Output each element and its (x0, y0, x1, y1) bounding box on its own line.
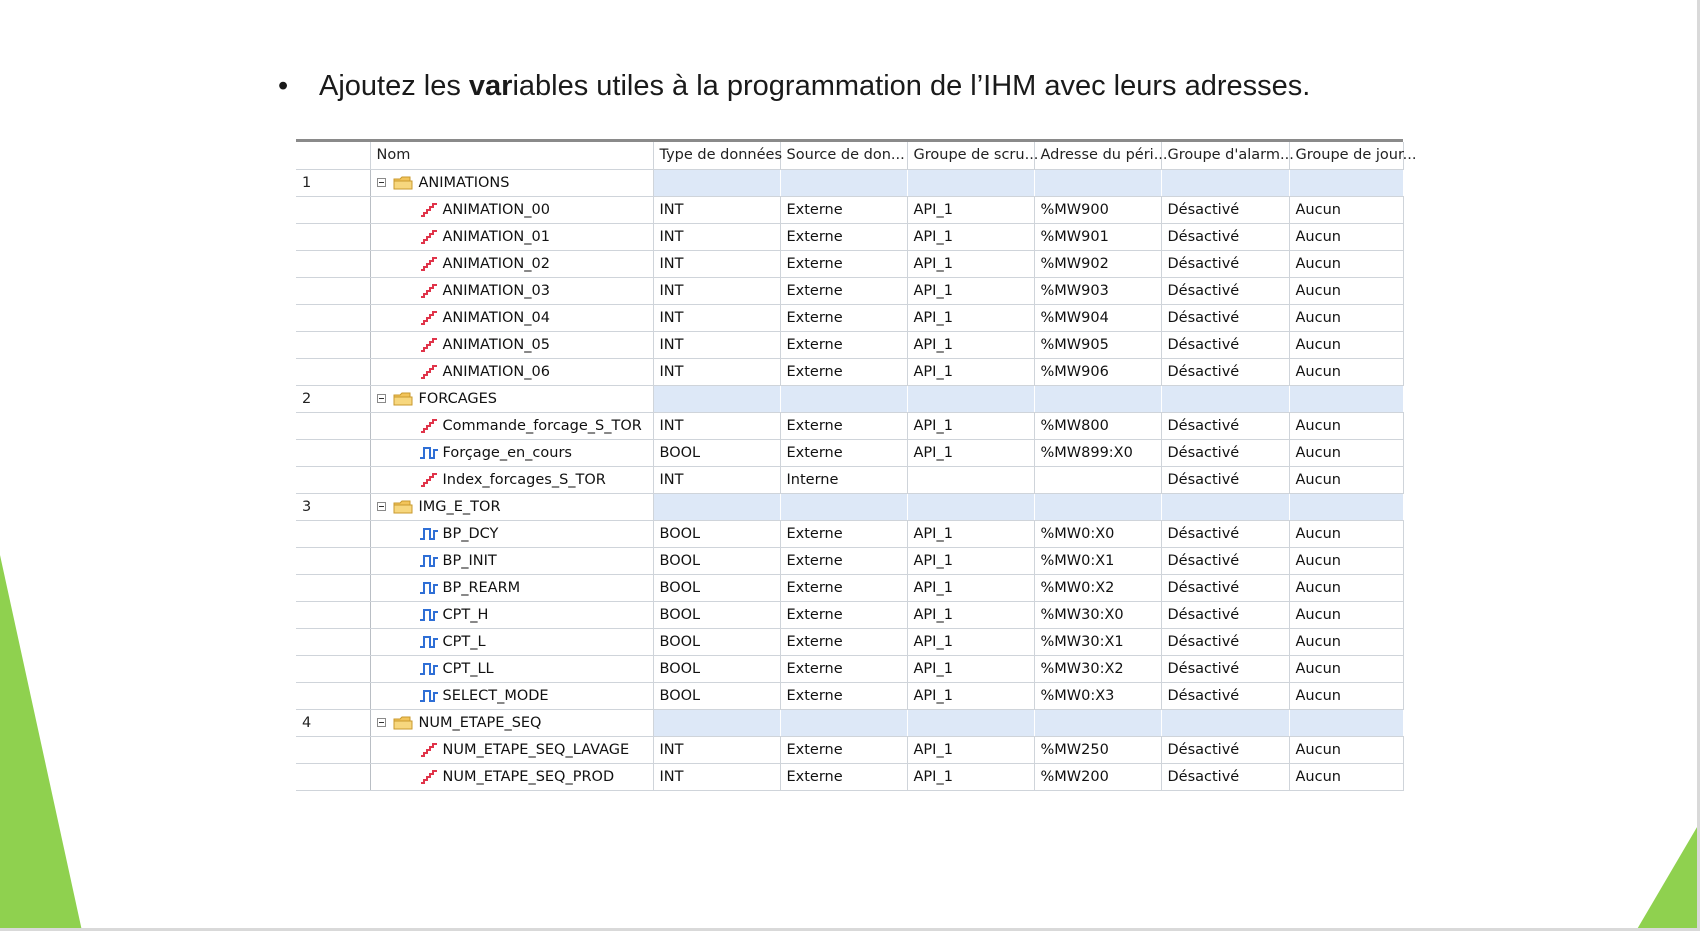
scan-group-cell: API_1 (907, 304, 1034, 331)
bool-icon (419, 634, 439, 650)
group-fill-cell (1289, 385, 1403, 412)
data-source-cell: Externe (780, 331, 907, 358)
group-name: ANIMATIONS (418, 174, 510, 191)
data-source-cell: Externe (780, 223, 907, 250)
row-index (296, 601, 370, 628)
device-address-cell: %MW0:X0 (1034, 520, 1161, 547)
folder-icon (393, 175, 413, 191)
scan-group-cell: API_1 (907, 331, 1034, 358)
log-group-cell: Aucun (1289, 331, 1403, 358)
scan-group-cell: API_1 (907, 196, 1034, 223)
scan-group-header[interactable]: Groupe de scru... (907, 142, 1034, 169)
variable-row[interactable] (296, 574, 1403, 601)
source-header[interactable]: Source de don... (780, 142, 907, 169)
data-source-cell: Externe (780, 763, 907, 790)
row-index: 1 (296, 169, 370, 196)
data-source-cell: Externe (780, 196, 907, 223)
group-fill-cell (653, 385, 780, 412)
data-source-cell: Externe (780, 655, 907, 682)
header-row (296, 142, 1403, 169)
group-fill-cell (653, 169, 780, 196)
variable-row[interactable] (296, 223, 1403, 250)
group-row[interactable] (296, 385, 1403, 412)
scan-group-cell: API_1 (907, 412, 1034, 439)
variable-name: ANIMATION_03 (442, 282, 550, 299)
variable-row[interactable] (296, 412, 1403, 439)
group-fill-cell (1161, 169, 1289, 196)
collapse-icon[interactable] (377, 502, 386, 511)
variable-name-cell (370, 412, 653, 439)
variable-name-cell (370, 304, 653, 331)
log-group-cell: Aucun (1289, 628, 1403, 655)
row-index: 4 (296, 709, 370, 736)
group-fill-cell (780, 385, 907, 412)
variable-name-cell (370, 277, 653, 304)
device-address-cell: %MW30:X1 (1034, 628, 1161, 655)
scan-group-cell: API_1 (907, 358, 1034, 385)
data-type-cell: BOOL (653, 439, 780, 466)
bool-icon (419, 607, 439, 623)
variable-name: ANIMATION_00 (442, 201, 550, 218)
group-fill-cell (907, 493, 1034, 520)
scan-group-cell (907, 466, 1034, 493)
group-fill-cell (653, 709, 780, 736)
row-index (296, 574, 370, 601)
instruction-part: iables utiles à la programmation de l’IHM avec leurs adresses. (512, 70, 1311, 102)
variable-name: NUM_ETAPE_SEQ_LAVAGE (442, 741, 630, 758)
group-row[interactable] (296, 709, 1403, 736)
variable-row[interactable] (296, 331, 1403, 358)
data-type-cell: INT (653, 304, 780, 331)
address-header[interactable]: Adresse du péri... (1034, 142, 1161, 169)
data-type-cell: BOOL (653, 655, 780, 682)
alarm-group-cell: Désactivé (1161, 412, 1289, 439)
alarm-group-cell: Désactivé (1161, 628, 1289, 655)
group-fill-cell (1034, 709, 1161, 736)
data-type-cell: INT (653, 196, 780, 223)
group-name-cell (370, 169, 653, 196)
group-name-cell (370, 385, 653, 412)
green-corner-left (0, 555, 82, 931)
variable-name: ANIMATION_06 (442, 363, 550, 380)
variable-name: ANIMATION_05 (442, 336, 550, 353)
alarm-group-cell: Désactivé (1161, 682, 1289, 709)
log-group-cell: Aucun (1289, 358, 1403, 385)
device-address-cell: %MW902 (1034, 250, 1161, 277)
data-source-cell: Interne (780, 466, 907, 493)
device-address-cell (1034, 466, 1161, 493)
data-type-cell: INT (653, 412, 780, 439)
alarm-group-cell: Désactivé (1161, 304, 1289, 331)
row-index (296, 412, 370, 439)
instruction-part: Ajoutez les (319, 70, 469, 102)
scan-group-cell: API_1 (907, 601, 1034, 628)
variable-name: ANIMATION_01 (442, 228, 550, 245)
alarm-group-cell: Désactivé (1161, 358, 1289, 385)
data-source-cell: Externe (780, 412, 907, 439)
alarm-group-cell: Désactivé (1161, 601, 1289, 628)
log-group-cell: Aucun (1289, 439, 1403, 466)
data-type-cell: INT (653, 331, 780, 358)
device-address-cell: %MW905 (1034, 331, 1161, 358)
group-name: IMG_E_TOR (418, 498, 501, 515)
alarm-group-cell: Désactivé (1161, 331, 1289, 358)
int-icon (419, 310, 439, 326)
int-icon (419, 364, 439, 380)
alarm-group-cell: Désactivé (1161, 196, 1289, 223)
int-icon (419, 472, 439, 488)
device-address-cell: %MW906 (1034, 358, 1161, 385)
int-icon (419, 256, 439, 272)
data-source-cell: Externe (780, 574, 907, 601)
data-source-cell: Externe (780, 547, 907, 574)
green-corner-right (1636, 822, 1700, 931)
bool-icon (419, 526, 439, 542)
data-source-cell: Externe (780, 628, 907, 655)
data-source-cell: Externe (780, 277, 907, 304)
bullet-icon: • (278, 70, 289, 102)
data-source-cell: Externe (780, 520, 907, 547)
row-index (296, 331, 370, 358)
row-index: 2 (296, 385, 370, 412)
alarm-group-cell: Désactivé (1161, 736, 1289, 763)
device-address-cell: %MW904 (1034, 304, 1161, 331)
log-group-cell: Aucun (1289, 547, 1403, 574)
row-index: 3 (296, 493, 370, 520)
row-index (296, 277, 370, 304)
int-icon (419, 337, 439, 353)
row-index (296, 304, 370, 331)
bool-icon (419, 688, 439, 704)
data-type-cell: BOOL (653, 628, 780, 655)
device-address-cell: %MW800 (1034, 412, 1161, 439)
group-fill-cell (1289, 709, 1403, 736)
row-index (296, 655, 370, 682)
row-index (296, 196, 370, 223)
group-row[interactable] (296, 493, 1403, 520)
log-group-cell: Aucun (1289, 655, 1403, 682)
scan-group-cell: API_1 (907, 655, 1034, 682)
variable-name: BP_DCY (442, 525, 499, 542)
log-group-cell: Aucun (1289, 304, 1403, 331)
alarm-group-cell: Désactivé (1161, 655, 1289, 682)
alarm-group-cell: Désactivé (1161, 250, 1289, 277)
variable-name-cell (370, 466, 653, 493)
alarm-group-cell: Désactivé (1161, 547, 1289, 574)
collapse-icon[interactable] (377, 394, 386, 403)
variable-row[interactable] (296, 520, 1403, 547)
collapse-icon[interactable] (377, 178, 386, 187)
variable-name: Forçage_en_cours (442, 444, 572, 461)
scan-group-cell: API_1 (907, 277, 1034, 304)
data-type-cell: INT (653, 466, 780, 493)
data-type-cell: INT (653, 763, 780, 790)
variable-name-cell (370, 331, 653, 358)
bool-icon (419, 553, 439, 569)
bool-icon (419, 661, 439, 677)
variable-name-cell (370, 682, 653, 709)
data-type-cell: BOOL (653, 547, 780, 574)
data-type-cell: INT (653, 736, 780, 763)
variable-row[interactable] (296, 628, 1403, 655)
bool-icon (419, 580, 439, 596)
variable-name-cell (370, 196, 653, 223)
scan-group-cell: API_1 (907, 250, 1034, 277)
log-group-cell: Aucun (1289, 736, 1403, 763)
scan-group-cell: API_1 (907, 763, 1034, 790)
int-icon (419, 202, 439, 218)
alarm-group-cell: Désactivé (1161, 466, 1289, 493)
log-group-cell: Aucun (1289, 223, 1403, 250)
type-header[interactable]: Type de données (653, 142, 780, 169)
variable-name: ANIMATION_02 (442, 255, 550, 272)
instruction-bold: var (468, 70, 513, 102)
group-fill-cell (780, 169, 907, 196)
group-fill-cell (780, 493, 907, 520)
log-group-cell: Aucun (1289, 277, 1403, 304)
variable-name-cell (370, 601, 653, 628)
scan-group-cell: API_1 (907, 682, 1034, 709)
alarm-group-cell: Désactivé (1161, 223, 1289, 250)
int-icon (419, 418, 439, 434)
variable-row[interactable] (296, 466, 1403, 493)
index-header[interactable] (296, 142, 370, 169)
variable-name: ANIMATION_04 (442, 309, 550, 326)
data-type-cell: INT (653, 250, 780, 277)
group-row[interactable] (296, 169, 1403, 196)
variable-row[interactable] (296, 439, 1403, 466)
device-address-cell: %MW903 (1034, 277, 1161, 304)
device-address-cell: %MW0:X2 (1034, 574, 1161, 601)
group-fill-cell (907, 709, 1034, 736)
variable-row[interactable] (296, 763, 1403, 790)
log-group-cell: Aucun (1289, 196, 1403, 223)
data-source-cell: Externe (780, 358, 907, 385)
variables-grid (296, 139, 1417, 795)
variable-row[interactable] (296, 196, 1403, 223)
group-fill-cell (1161, 709, 1289, 736)
variable-name: BP_REARM (442, 579, 521, 596)
group-name-cell (370, 709, 653, 736)
device-address-cell: %MW900 (1034, 196, 1161, 223)
group-fill-cell (1289, 493, 1403, 520)
log-group-cell: Aucun (1289, 412, 1403, 439)
log-group-cell: Aucun (1289, 682, 1403, 709)
int-icon (419, 742, 439, 758)
variable-name-cell (370, 223, 653, 250)
group-fill-cell (907, 385, 1034, 412)
log-group-cell: Aucun (1289, 466, 1403, 493)
group-fill-cell (1289, 169, 1403, 196)
device-address-cell: %MW30:X0 (1034, 601, 1161, 628)
variable-name-cell (370, 628, 653, 655)
data-source-cell: Externe (780, 250, 907, 277)
variable-name-cell (370, 736, 653, 763)
variable-name: SELECT_MODE (442, 687, 549, 704)
scan-group-cell: API_1 (907, 628, 1034, 655)
variable-name-cell (370, 763, 653, 790)
row-index (296, 682, 370, 709)
data-source-cell: Externe (780, 601, 907, 628)
log-group-cell: Aucun (1289, 574, 1403, 601)
scan-group-cell: API_1 (907, 547, 1034, 574)
variable-name: Commande_forcage_S_TOR (442, 417, 642, 434)
row-index (296, 628, 370, 655)
row-index (296, 736, 370, 763)
variable-row[interactable] (296, 547, 1403, 574)
variable-row[interactable] (296, 655, 1403, 682)
alarm-group-header[interactable]: Groupe d'alarm... (1161, 142, 1289, 169)
int-icon (419, 769, 439, 785)
variable-row[interactable] (296, 277, 1403, 304)
group-fill-cell (1034, 385, 1161, 412)
row-index (296, 520, 370, 547)
data-type-cell: INT (653, 277, 780, 304)
bool-icon (419, 445, 439, 461)
data-type-cell: INT (653, 358, 780, 385)
variable-name-cell (370, 520, 653, 547)
variable-name: BP_INIT (442, 552, 497, 569)
collapse-icon[interactable] (377, 718, 386, 727)
device-address-cell: %MW250 (1034, 736, 1161, 763)
row-index (296, 466, 370, 493)
int-icon (419, 283, 439, 299)
group-fill-cell (1034, 493, 1161, 520)
folder-icon (393, 499, 413, 515)
data-source-cell: Externe (780, 304, 907, 331)
variable-row[interactable] (296, 358, 1403, 385)
folder-icon (393, 715, 413, 731)
data-source-cell: Externe (780, 682, 907, 709)
device-address-cell: %MW899:X0 (1034, 439, 1161, 466)
variable-name-cell (370, 250, 653, 277)
variable-row[interactable] (296, 304, 1403, 331)
data-type-cell: BOOL (653, 682, 780, 709)
group-fill-cell (1161, 493, 1289, 520)
data-type-cell: BOOL (653, 574, 780, 601)
variable-row[interactable] (296, 736, 1403, 763)
row-index (296, 547, 370, 574)
variable-row[interactable] (296, 601, 1403, 628)
scan-group-cell: API_1 (907, 439, 1034, 466)
group-fill-cell (1161, 385, 1289, 412)
scan-group-cell: API_1 (907, 520, 1034, 547)
device-address-cell: %MW0:X1 (1034, 547, 1161, 574)
int-icon (419, 229, 439, 245)
row-index (296, 223, 370, 250)
scan-group-cell: API_1 (907, 736, 1034, 763)
log-group-cell: Aucun (1289, 601, 1403, 628)
row-index (296, 250, 370, 277)
group-fill-cell (780, 709, 907, 736)
variable-name-cell (370, 655, 653, 682)
name-header[interactable]: Nom (370, 142, 653, 169)
device-address-cell: %MW30:X2 (1034, 655, 1161, 682)
log-group-cell: Aucun (1289, 250, 1403, 277)
device-address-cell: %MW0:X3 (1034, 682, 1161, 709)
row-index (296, 439, 370, 466)
folder-icon (393, 391, 413, 407)
alarm-group-cell: Désactivé (1161, 574, 1289, 601)
alarm-group-cell: Désactivé (1161, 277, 1289, 304)
alarm-group-cell: Désactivé (1161, 763, 1289, 790)
log-group-header[interactable]: Groupe de jour... (1289, 142, 1403, 169)
scan-group-cell: API_1 (907, 574, 1034, 601)
group-fill-cell (1034, 169, 1161, 196)
alarm-group-cell: Désactivé (1161, 520, 1289, 547)
group-name: FORCAGES (418, 390, 497, 407)
variable-name: Index_forcages_S_TOR (442, 471, 606, 488)
device-address-cell: %MW200 (1034, 763, 1161, 790)
data-source-cell: Externe (780, 439, 907, 466)
alarm-group-cell: Désactivé (1161, 439, 1289, 466)
data-type-cell: BOOL (653, 520, 780, 547)
variable-name: CPT_LL (442, 660, 494, 677)
row-index (296, 763, 370, 790)
variable-name: CPT_L (442, 633, 486, 650)
group-name: NUM_ETAPE_SEQ (418, 714, 542, 731)
variable-name-cell (370, 358, 653, 385)
variable-name-cell (370, 439, 653, 466)
variable-name: CPT_H (442, 606, 489, 623)
variable-row[interactable] (296, 682, 1403, 709)
variable-name-cell (370, 547, 653, 574)
log-group-cell: Aucun (1289, 763, 1403, 790)
data-source-cell: Externe (780, 736, 907, 763)
scan-group-cell: API_1 (907, 223, 1034, 250)
row-index (296, 358, 370, 385)
variable-name-cell (370, 574, 653, 601)
group-fill-cell (653, 493, 780, 520)
variable-name: NUM_ETAPE_SEQ_PROD (442, 768, 615, 785)
instruction-text (278, 70, 1310, 103)
group-name-cell (370, 493, 653, 520)
variable-row[interactable] (296, 250, 1403, 277)
device-address-cell: %MW901 (1034, 223, 1161, 250)
log-group-cell: Aucun (1289, 520, 1403, 547)
data-type-cell: INT (653, 223, 780, 250)
data-type-cell: BOOL (653, 601, 780, 628)
group-fill-cell (907, 169, 1034, 196)
